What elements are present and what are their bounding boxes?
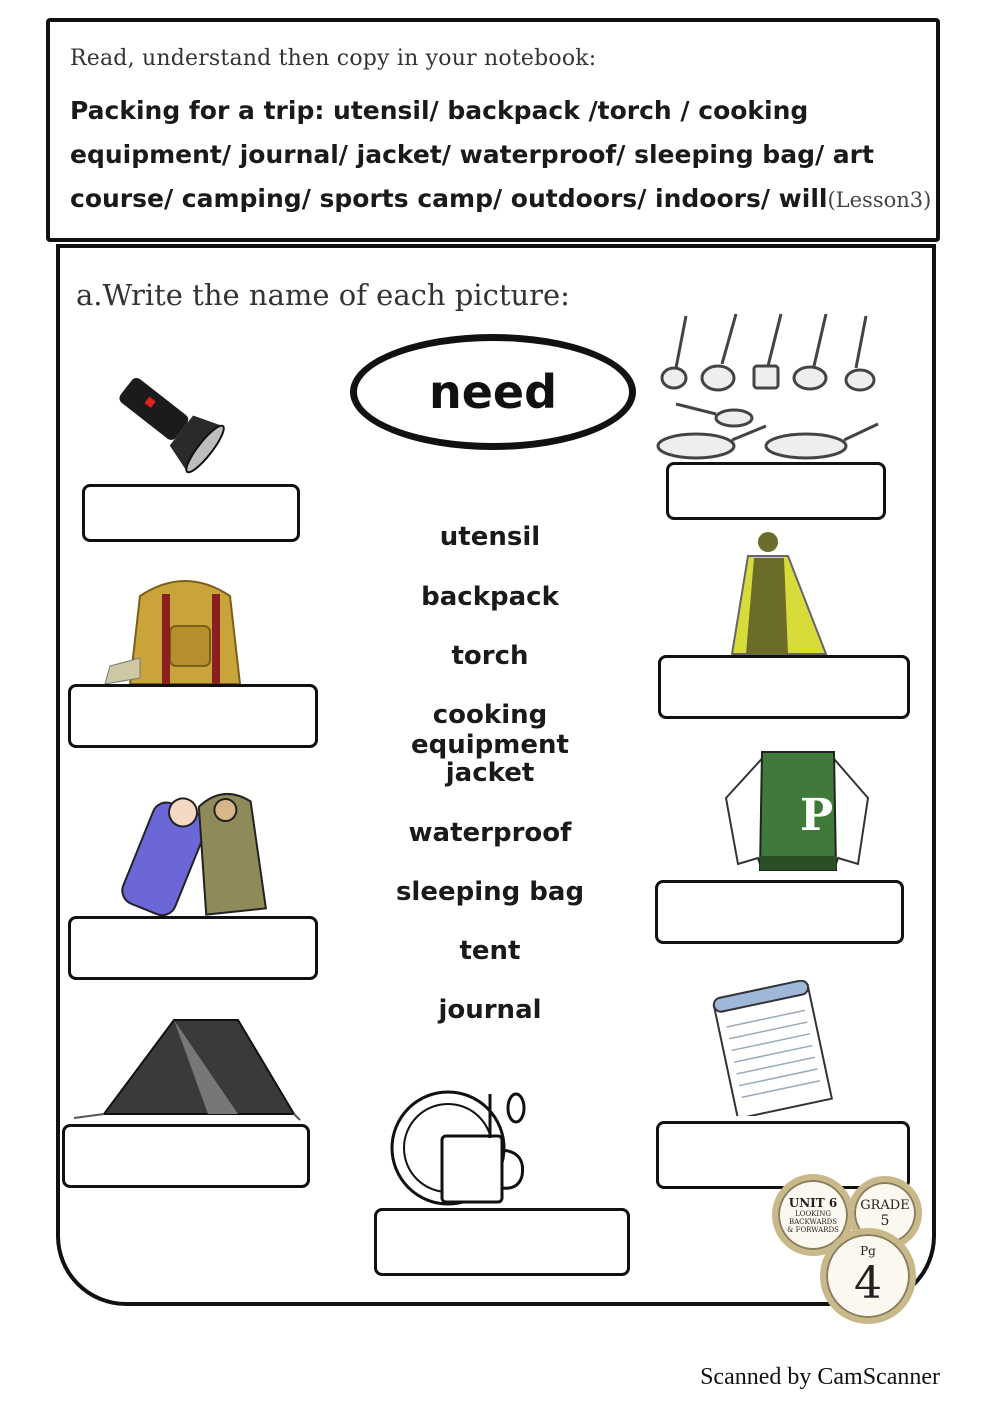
cooking-equipment-icon: [656, 306, 886, 466]
unit-sub1: LOOKING: [795, 1210, 831, 1218]
worksheet-frame-top: [56, 244, 936, 248]
unit-sub2: BACKWARDS: [788, 1218, 838, 1226]
wordbank-item: backpack: [421, 582, 559, 612]
wordbank-item: waterproof: [408, 818, 572, 848]
page-label: Pg: [860, 1243, 876, 1258]
answer-box-utensil[interactable]: [374, 1208, 630, 1276]
wordbank-item: jacket: [445, 758, 535, 788]
raincoat-icon: [726, 528, 836, 656]
page-badge: [820, 1228, 916, 1324]
vocab-line-3-text: course/ camping/ sports camp/ outdoors/ indoors/ will: [70, 184, 828, 213]
unit-title: UNIT 6: [788, 1196, 838, 1210]
task-title: a.Write the name of each picture:: [76, 278, 570, 312]
unit-sub3: & FORWARDS: [787, 1226, 839, 1234]
need-word: need: [428, 365, 558, 419]
answer-box-torch[interactable]: [82, 484, 300, 542]
answer-box-sleeping-bag[interactable]: [68, 916, 318, 980]
unit-badge-group: [772, 1174, 932, 1324]
sleeping-bag-icon: [108, 774, 278, 916]
flashlight-icon: [96, 356, 236, 486]
instruction-text: Read, understand then copy in your notebook:: [70, 46, 597, 71]
svg-text:P: P: [800, 790, 834, 841]
wordbank-item: torch: [451, 641, 529, 671]
vocab-line-3: [70, 184, 931, 213]
answer-box-tent[interactable]: [62, 1124, 310, 1188]
answer-box-backpack[interactable]: [68, 684, 318, 748]
page-value: 4: [854, 1257, 882, 1309]
scanner-credit: Scanned by CamScanner: [700, 1364, 940, 1390]
vocab-line-1: Packing for a trip: utensil/ backpack /torch / cooking: [70, 96, 809, 125]
lesson-tag: (Lesson3): [827, 188, 932, 212]
answer-box-waterproof[interactable]: [658, 655, 910, 719]
wordbank-item: utensil: [439, 522, 541, 552]
jacket-icon: [718, 738, 878, 878]
notepad-icon: [694, 980, 850, 1116]
backpack-icon: [100, 566, 270, 686]
wordbank-item: cooking equipment: [411, 700, 569, 760]
grade-value: 5: [880, 1212, 890, 1229]
utensils-icon: [386, 1084, 546, 1208]
vocab-line-2: equipment/ journal/ jacket/ waterproof/ sleeping bag/ art: [70, 140, 874, 169]
answer-box-cooking-equipment[interactable]: [666, 462, 886, 520]
wordbank-item: sleeping bag: [395, 877, 585, 907]
need-oval: [350, 334, 636, 450]
wordbank-item: tent: [459, 936, 521, 966]
answer-box-jacket[interactable]: [655, 880, 904, 944]
tent-icon: [68, 1014, 304, 1128]
wordbank-item: journal: [438, 995, 542, 1025]
grade-label: GRADE: [860, 1197, 910, 1213]
